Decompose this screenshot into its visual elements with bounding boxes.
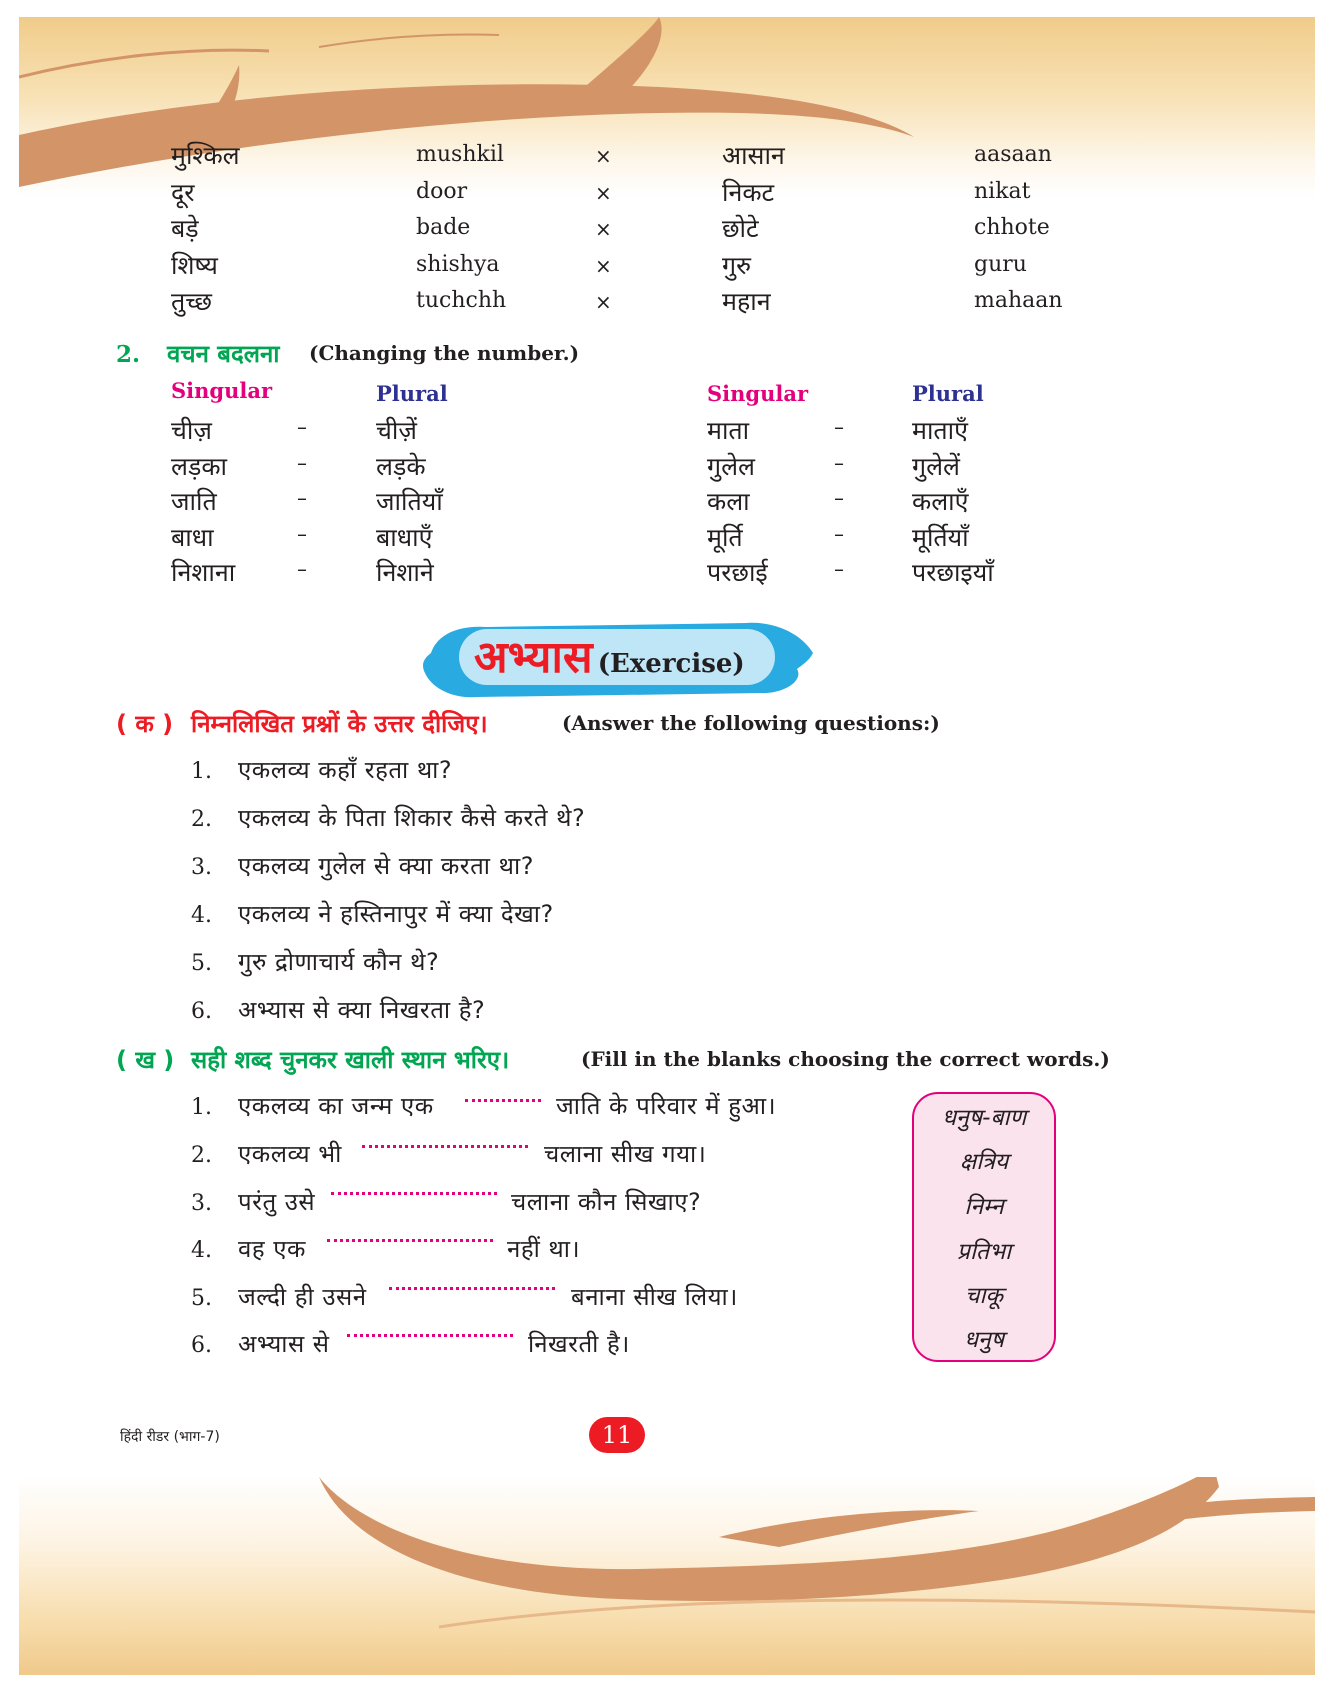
- page: [19, 17, 1315, 1675]
- question-number: 6.: [191, 999, 212, 1024]
- page-number: 11: [589, 1417, 645, 1453]
- antonym-word: तुच्छ: [171, 287, 212, 316]
- section-a-label: ( क ): [116, 710, 174, 738]
- question-number: 2.: [191, 807, 212, 832]
- section-a-title-hindi: निम्नलिखित प्रश्नों के उत्तर दीजिए।: [191, 710, 488, 738]
- blank-text-after: बनाना सीख लिया।: [571, 1283, 738, 1311]
- section-number: 2.: [116, 341, 141, 368]
- dash: –: [297, 557, 307, 581]
- antonym-opposite: गुरु: [722, 251, 752, 280]
- blank-line[interactable]: [362, 1145, 528, 1148]
- section-b-label: ( ख ): [116, 1046, 175, 1074]
- blank-number: 1.: [191, 1095, 212, 1120]
- section-title-hindi: वचन बदलना: [167, 340, 280, 368]
- antonym-word: बड़े: [171, 214, 199, 243]
- blank-number: 3.: [191, 1191, 212, 1216]
- dash: –: [297, 451, 307, 475]
- times-sign: ×: [595, 217, 612, 241]
- question-number: 5.: [191, 951, 212, 976]
- dash: –: [834, 415, 844, 439]
- top-branch-decoration: [19, 17, 1315, 207]
- header-plural-right: Plural: [912, 381, 984, 406]
- singular-word: गुलेल: [707, 452, 755, 481]
- plural-word: चीज़ें: [376, 416, 417, 445]
- plural-word: माताएँ: [912, 416, 968, 445]
- singular-word: लड़का: [171, 452, 228, 481]
- blank-text-before: एकलव्य का जन्म एक: [238, 1092, 434, 1120]
- singular-word: माता: [707, 416, 750, 445]
- antonym-roman: mushkil: [416, 142, 504, 167]
- section-b-title-english: (Fill in the blanks choosing the correct words.): [581, 1047, 1110, 1071]
- antonym-roman: door: [416, 179, 468, 204]
- times-sign: ×: [595, 254, 612, 278]
- word-bank-item: क्षत्रिय: [959, 1149, 1009, 1175]
- blank-text-after: चलाना सीख गया।: [544, 1140, 707, 1168]
- plural-word: गुलेलें: [912, 452, 960, 481]
- exercise-title-english: (Exercise): [597, 649, 745, 679]
- plural-word: बाधाएँ: [376, 523, 433, 552]
- plural-word: निशाने: [376, 558, 434, 587]
- header-singular-right: Singular: [707, 381, 809, 406]
- antonym-word: मुश्किल: [171, 141, 240, 170]
- antonym-opposite: आसान: [722, 141, 785, 170]
- antonym-word: शिष्य: [171, 251, 218, 280]
- blank-number: 5.: [191, 1286, 212, 1311]
- singular-word: कला: [707, 487, 750, 516]
- question-text: एकलव्य ने हस्तिनापुर में क्या देखा?: [238, 900, 554, 928]
- blank-text-before: परंतु उसे: [238, 1188, 316, 1216]
- blank-line[interactable]: [465, 1099, 541, 1102]
- blank-number: 6.: [191, 1333, 212, 1358]
- singular-word: निशाना: [171, 558, 236, 587]
- dash: –: [834, 451, 844, 475]
- blank-text-after: नहीं था।: [507, 1235, 581, 1263]
- blank-number: 2.: [191, 1143, 212, 1168]
- section-b-title-hindi: सही शब्द चुनकर खाली स्थान भरिए।: [191, 1046, 510, 1074]
- singular-word: जाति: [171, 487, 217, 516]
- word-bank: [912, 1092, 1056, 1362]
- question-number: 1.: [191, 759, 212, 784]
- blank-text-before: एकलव्य भी: [238, 1140, 342, 1168]
- blank-text-after: चलाना कौन सिखाए?: [511, 1188, 702, 1216]
- times-sign: ×: [595, 181, 612, 205]
- antonym-roman: shishya: [416, 252, 500, 277]
- exercise-title-hindi: अभ्यास: [474, 632, 593, 683]
- section-a-title-english: (Answer the following questions:): [562, 711, 940, 735]
- blank-text-before: जल्दी ही उसने: [238, 1283, 367, 1311]
- question-text: अभ्यास से क्या निखरता है?: [238, 996, 486, 1024]
- header-plural-left: Plural: [376, 381, 448, 406]
- dash: –: [834, 486, 844, 510]
- antonym-word: दूर: [171, 178, 195, 207]
- antonym-roman: tuchchh: [416, 288, 507, 313]
- times-sign: ×: [595, 144, 612, 168]
- dash: –: [834, 522, 844, 546]
- singular-word: मूर्ति: [707, 523, 743, 552]
- question-text: एकलव्य गुलेल से क्या करता था?: [238, 852, 534, 880]
- antonym-opposite-roman: nikat: [974, 179, 1031, 204]
- antonym-opposite: छोटे: [722, 214, 759, 243]
- antonym-opposite-roman: chhote: [974, 215, 1050, 240]
- antonym-opposite-roman: aasaan: [974, 142, 1052, 167]
- dash: –: [834, 557, 844, 581]
- times-sign: ×: [595, 290, 612, 314]
- plural-word: परछाइयाँ: [912, 558, 994, 587]
- plural-word: जातियाँ: [376, 487, 443, 516]
- blank-line[interactable]: [389, 1287, 555, 1290]
- question-text: एकलव्य के पिता शिकार कैसे करते थे?: [238, 804, 586, 832]
- bottom-branch-decoration: [19, 1477, 1315, 1675]
- blank-text-before: वह एक: [238, 1235, 306, 1263]
- word-bank-item: धनुष: [963, 1327, 1005, 1353]
- question-number: 4.: [191, 903, 212, 928]
- blank-text-after: जाति के परिवार में हुआ।: [556, 1092, 777, 1120]
- plural-word: लड़के: [376, 452, 426, 481]
- question-number: 3.: [191, 855, 212, 880]
- antonym-opposite: निकट: [722, 178, 775, 207]
- singular-word: परछाई: [707, 558, 768, 587]
- antonym-roman: bade: [416, 215, 471, 240]
- plural-word: कलाएँ: [912, 487, 969, 516]
- blank-line[interactable]: [347, 1334, 513, 1337]
- blank-number: 4.: [191, 1238, 212, 1263]
- blank-text-after: निखरती है।: [528, 1330, 630, 1358]
- word-bank-item: प्रतिभा: [956, 1239, 1012, 1265]
- question-text: गुरु द्रोणाचार्य कौन थे?: [238, 948, 440, 976]
- exercise-title: [474, 625, 745, 685]
- plural-word: मूर्तियाँ: [912, 523, 969, 552]
- book-title: हिंदी रीडर (भाग-7): [120, 1429, 220, 1445]
- blank-line[interactable]: [331, 1192, 497, 1195]
- header-singular-left: Singular: [171, 378, 273, 403]
- dash: –: [297, 415, 307, 439]
- singular-word: चीज़: [171, 416, 212, 445]
- question-text: एकलव्य कहाँ रहता था?: [238, 756, 453, 784]
- word-bank-item: चाकू: [964, 1283, 1004, 1309]
- word-bank-item: निम्न: [964, 1194, 1004, 1220]
- antonym-opposite-roman: mahaan: [974, 288, 1063, 313]
- singular-word: बाधा: [171, 523, 214, 552]
- word-bank-item: धनुष-बाण: [941, 1105, 1027, 1131]
- antonym-opposite: महान: [722, 287, 771, 316]
- blank-line[interactable]: [327, 1239, 493, 1242]
- dash: –: [297, 522, 307, 546]
- blank-text-before: अभ्यास से: [238, 1330, 330, 1358]
- antonym-opposite-roman: guru: [974, 252, 1027, 277]
- dash: –: [297, 486, 307, 510]
- section-title-english: (Changing the number.): [309, 341, 580, 365]
